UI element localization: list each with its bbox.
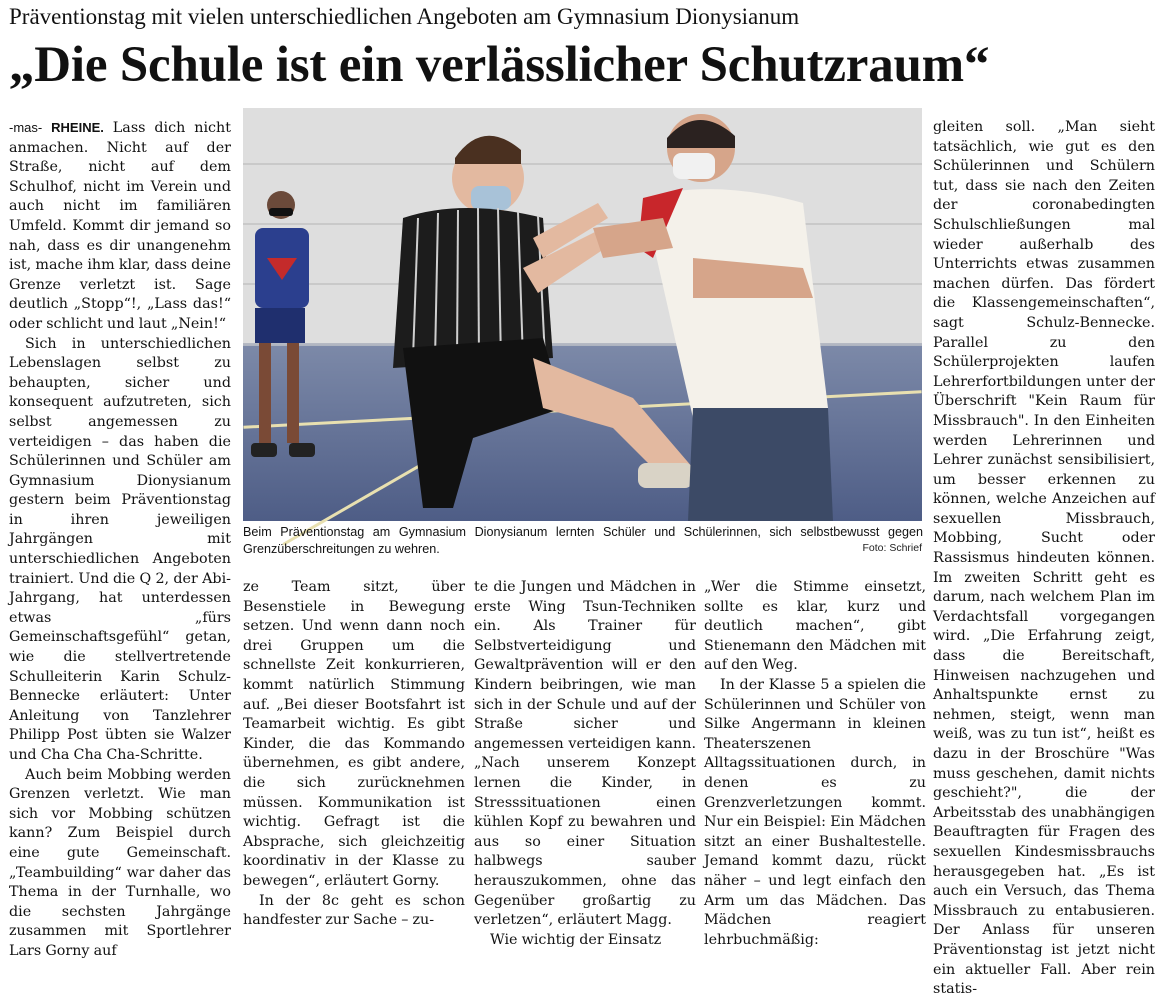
article-column-3 bbox=[474, 578, 696, 948]
article-headline: „Die Schule ist ein verlässlicher Schutzraum“ bbox=[9, 37, 990, 93]
paragraph: te die Jungen und Mädchen in erste Wing Tsun-Techniken ein. Als Trainer für Selbstverteidigung und Gewaltprävention will er den Kindern beibringen, wie man sich in der Schule und auf der Straße sicher und angemessen verteidigen kann. „Nach unserem Konzept lernen die Kinder, in Stresssituationen einen kühlen Kopf zu bewahren und aus so einer Situation halbwegs sauber herauszukommen, ohne das Gegenüber großartig zu verletzen“, erläutert Magg. bbox=[474, 579, 696, 929]
lead-paragraph bbox=[9, 118, 231, 335]
article-kicker: Präventionstag mit vielen unterschiedlichen Angeboten am Gymnasium Dionysianum bbox=[9, 4, 800, 29]
paragraph: Wie wichtig der Einsatz bbox=[490, 931, 662, 948]
paragraph: Auch beim Mobbing werden Grenzen verletzt. Wie man sich vor Mobbing schützen kann? Zum Beispiel durch eine gute Gemeinschaft. „Teambuilding“ war daher das Thema in der Turnhalle, wo die sechsten Jahrgänge zusammen mit Sportlehrer Lars Gorny auf bbox=[9, 766, 231, 959]
photo-people-illustration bbox=[243, 108, 922, 521]
article-column-5 bbox=[933, 118, 1155, 998]
article-column-1 bbox=[9, 118, 231, 959]
article-column-2 bbox=[243, 578, 465, 929]
dateline-location: RHEINE. bbox=[51, 120, 104, 135]
photo-caption: Beim Präventionstag am Gymnasium Dionysianum lernten Schüler und Schülerinnen, sich selbstbewusst gegen Grenzüberschreitungen zu wehren. bbox=[243, 525, 923, 556]
byline: -mas- bbox=[9, 120, 43, 135]
article-photo bbox=[243, 108, 922, 521]
article-column-4 bbox=[704, 578, 926, 948]
paragraph: gleiten soll. „Man sieht tatsächlich, wie gut es den Schülerinnen und Schülern tut, dass sie nach den Zeiten der coronabedingten Schulschließungen mal wieder außerhalb des Unterrichts etwas zusammen machen dürfen. Das fördert die Klassengemeinschaften“, sagt Schulz-Bennecke. Parallel zu den Schülerprojekten laufen Lehrerfortbildungen unter der Überschrift "Kein Raum für Missbrauch". In den Einheiten werden Lehrerinnen und Lehrer zunächst sensibilisiert, um besser erkennen zu können, welche Anzeichen auf sexuellen Missbrauch, Mobbing, Sucht oder Rassismus hindeuten können. Im zweiten Schritt geht es darum, nach welchem Plan im Verdachtsfall vorgegangen wird. „Die Erfahrung zeigt, dass die Bereitschaft, Hinweisen nachzugehen und Anhaltspunkte ernst zu nehmen, steigt, wenn man weiß, was zu tun ist“, heißt es dazu in der Broschüre "Was muss geschehen, damit nichts geschieht?", die der Arbeitsstab des unabhängigen Beauftragten für Fragen des sexuellen Kindesmissbrauchs herausgegeben hat. „Es ist auch ein Versuch, das Thema Missbrauch zu entabusieren. Der Anlass für unseren Präventionstag ist jetzt nicht ein aktueller Fall. Aber rein statis- bbox=[933, 119, 1155, 998]
photo-credit: Foto: Schrief bbox=[862, 542, 922, 554]
paragraph: Sich in unterschiedlichen Lebenslagen selbst zu behaupten, sicher und konsequent aufzutreten, sich selbst angemessen zu verteidigen – das haben die Schülerinnen und Schüler am Gymnasium Dionysianum gestern beim Präventionstag in ihren jeweiligen Jahrgängen mit unterschiedlichen Angeboten trainiert. Und die Q 2, der Abi-Jahrgang, hat unterdessen etwas „fürs Gemeinschaftsgefühl“ getan, wie die stellvertretende Schulleiterin Karin Schulz-Bennecke erläutert: Unter Anleitung von Tanzlehrer Philipp Post übten sie Walzer und Cha Cha Cha-Schritte. bbox=[9, 335, 231, 763]
paragraph: „Wer die Stimme einsetzt, sollte es klar, kurz und deutlich machen“, gibt Stienemann den Mädchen mit auf den Weg. bbox=[704, 579, 926, 674]
paragraph: ze Team sitzt, über Besenstiele in Bewegung setzen. Und wenn dann noch drei Gruppen um die schnellste Zeit konkurrieren, kommt natürlich Stimmung auf. „Bei dieser Bootsfahrt ist Teamarbeit wichtig. Es gibt Kinder, die das Kommando übernehmen, es gibt andere, die sich zurücknehmen müssen. Kommunikation ist wichtig. Gefragt ist die Absprache, sich gleichzeitig koordinativ in der Klasse zu bewegen“, erläutert Gorny. bbox=[243, 579, 465, 889]
paragraph-text: Lass dich nicht anmachen. Nicht auf der Straße, nicht auf dem Schulhof, nicht im Verein und auch nicht im familiären Umfeld. Kommt dir jemand so nah, dass es dir unangenehm ist, mache ihm klar, dass deine Grenze verletzt ist. Sage deutlich „Stopp“!, „Lass das!“ oder schlicht und laut „Nein!“ bbox=[9, 120, 231, 332]
paragraph: In der 8c geht es schon handfester zur Sache – zu- bbox=[243, 892, 465, 929]
paragraph: In der Klasse 5 a spielen die Schülerinnen und Schüler von Silke Angermann in kleinen Theaterszenen Alltagssituationen durch, in denen es zu Grenzverletzungen kommt. Nur ein Beispiel: Ein Mädchen sitzt an einer Bushaltestelle. Jemand kommt dazu, rückt näher – und legt einfach den Arm um das Mädchen. Das Mädchen reagiert lehrbuchmäßig: bbox=[704, 676, 926, 948]
